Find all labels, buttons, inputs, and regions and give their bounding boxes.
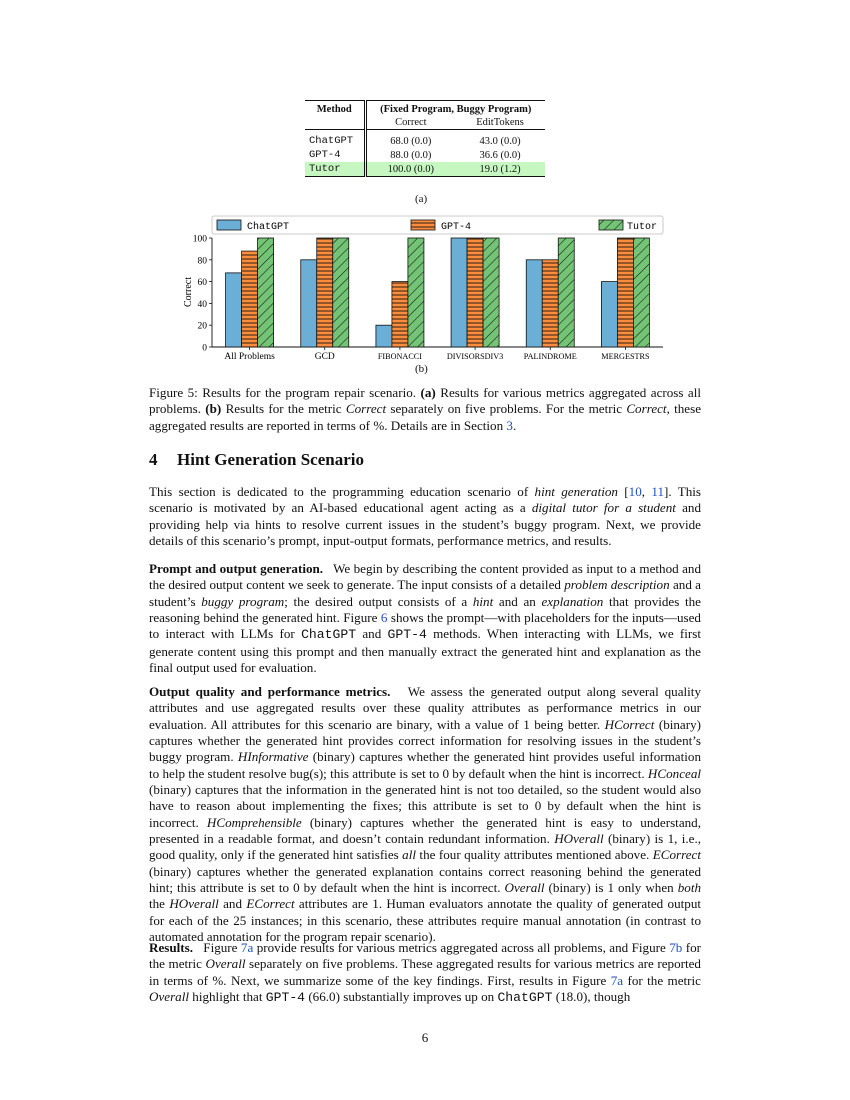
x-tick-label: PALINDROME [523, 352, 577, 361]
caption-end: . [512, 417, 517, 433]
header-group: (Fixed Program, Buggy Program) [365, 101, 545, 117]
bar-tutor-4 [558, 238, 574, 347]
section-number: 4 [149, 450, 158, 469]
row-edit-tokens: 36.6 (0.0) [479, 149, 521, 161]
chart-legend [212, 216, 663, 234]
table-row-highlighted [305, 162, 545, 177]
results-table [305, 100, 545, 177]
y-tick-label: 80 [197, 256, 207, 267]
section-title: Hint Generation Scenario [177, 450, 364, 469]
page-number: 6 [421, 1030, 429, 1045]
caption-a-text: Results for various metrics aggregated across all problems. [149, 385, 702, 417]
y-tick-label: 20 [197, 321, 207, 332]
caption-metric: Correct [345, 401, 387, 417]
paragraph-results: Results. Figure 7a provide results for various metrics aggregated across all problems, and Figure 7b for the metric Overall separately on five problems. These aggregated results for various metrics are reported in terms of %. Next, we summarize some of the key findings. First, results in Figure 7a for the metric Overall highlight that GPT-4 (66.0) substantially improves up on ChatGPT (18.0), though [149, 940, 702, 1006]
citation-link[interactable]: 11 [651, 484, 664, 499]
caption-b-text-2: separately on five problems. For the metric [390, 401, 623, 417]
citation-link[interactable]: 10 [628, 484, 642, 499]
bar-gpt-4-0 [242, 251, 258, 347]
row-correct: 68.0 (0.0) [365, 130, 455, 149]
section-ref-link[interactable]: 3 [506, 417, 513, 433]
subfigure-caption-b: (b) [415, 363, 428, 375]
x-tick-label: FIBONACCI [377, 352, 422, 361]
bar-chart [175, 213, 665, 363]
bar-tutor-5 [633, 238, 649, 347]
figure-ref-link[interactable]: 6 [380, 610, 388, 626]
bar-gpt-4-1 [317, 238, 333, 347]
bar-chatgpt-5 [601, 282, 617, 347]
bar-gpt-4-2 [392, 282, 408, 347]
bar-chatgpt-1 [301, 260, 317, 347]
bar-chatgpt-2 [376, 325, 392, 347]
chart-bars [226, 238, 650, 347]
x-tick-label: MERGESTRS [601, 352, 650, 361]
bar-chatgpt-4 [526, 260, 542, 347]
table-row [305, 130, 545, 149]
caption-label: Figure 5: Results for the program repair scenario. [149, 385, 417, 400]
bar-tutor-1 [333, 238, 349, 347]
caption-b-text-3: , these aggregated results are reported in terms of %. Details are in Section [149, 401, 702, 433]
section-heading [149, 450, 364, 470]
legend-swatch-tutor [599, 220, 623, 230]
y-tick-label: 60 [197, 278, 207, 289]
bar-tutor-0 [258, 238, 274, 347]
figure-ref-link[interactable]: 7a [240, 940, 254, 955]
y-tick-label: 100 [192, 234, 207, 245]
figure-caption [149, 385, 701, 434]
paragraph-prompt: Prompt and output generation. We begin by describing the content provided as input to a method and the desired output content we seek to generate. The input consists of a detailed problem description and a student’s buggy program; the desired output consists of a hint and an explanation that provides the reasoning behind the generated hint. Figure 6 shows the prompt—with placeholders for the inputs—used to interact with LLMs for ChatGPT and GPT-4 methods. When interacting with LLMs, we first generate content using this prompt and then manually extract the generated hint and explanation as the final output used for evaluation. [149, 561, 702, 676]
bar-gpt-4-3 [467, 238, 483, 347]
bar-chatgpt-0 [226, 273, 242, 347]
table-row [305, 148, 545, 162]
row-method: Tutor [305, 162, 365, 177]
caption-b-text: Results for the metric [225, 401, 342, 417]
figure-ref-link[interactable]: 7b [669, 940, 683, 955]
legend-label-tutor: Tutor [626, 222, 657, 233]
legend-swatch-gpt-4 [411, 220, 435, 230]
header-edit-tokens: EditTokens [476, 117, 524, 128]
y-tick-label: 40 [197, 299, 207, 310]
row-correct: 88.0 (0.0) [390, 149, 432, 161]
y-axis-label: Correct [183, 277, 194, 307]
row-correct: 100.0 (0.0) [365, 162, 455, 177]
metrics-table [305, 100, 545, 177]
x-tick-label: GCD [314, 352, 335, 362]
caption-a-label: (a) [420, 385, 436, 400]
row-edit-tokens: 43.0 (0.0) [455, 130, 545, 149]
legend-label-gpt-4: GPT-4 [441, 222, 472, 233]
subfigure-caption-a: (a) [415, 193, 428, 205]
bar-chatgpt-3 [451, 238, 467, 347]
bar-gpt-4-5 [617, 238, 633, 347]
figure-ref-link[interactable]: 7a [610, 972, 624, 988]
header-correct: Correct [395, 117, 427, 128]
y-tick-label: 0 [202, 343, 207, 354]
header-method: Method [305, 101, 365, 130]
caption-metric: Correct [626, 401, 667, 417]
row-method: ChatGPT [305, 130, 365, 149]
legend-label-chatgpt: ChatGPT [247, 222, 290, 233]
bar-gpt-4-4 [542, 260, 558, 347]
x-tick-label: DIVISORSDIV3 [446, 352, 504, 361]
caption-b-label: (b) [205, 401, 222, 417]
x-tick-label: All Problems [224, 352, 275, 362]
row-edit-tokens: 19.0 (1.2) [455, 162, 545, 177]
legend-swatch-chatgpt [217, 220, 241, 230]
row-method: GPT-4 [305, 148, 365, 162]
bar-tutor-2 [408, 238, 424, 347]
paragraph-intro: This section is dedicated to the programming education scenario of hint generation [10, 11]. This scenario is motivated by an AI-based educational agent acting as a digital tutor for a student and providing help via hints to resolve current issues in the student’s buggy program. Next, we provide details of this scenario’s prompt, input-output formats, performance metrics, and results. [149, 484, 702, 549]
bar-tutor-3 [483, 238, 499, 347]
paragraph-metrics: Output quality and performance metrics. We assess the generated output along several quality attributes and use aggregated results over these quality attributes as performance metrics in our evaluation. All attributes for this scenario are binary, with a value of 1 being better. HCorrect (binary) captures whether the generated hint provides correct information for resolving issues in the student’s buggy program. HInformative (binary) captures whether the generated hint provides useful information to help the student resolve bug(s); this attribute is set to 0 by default when the hint is incorrect. HConceal (binary) captures that the information in the generated hint is not too detailed, so the student would also have to reason about implementing the fixes; this attribute is set to 0 by default when the hint is incorrect. HComprehensible (binary) captures whether the generated hint is easy to understand, presented in a readable format, and doesn’t contain redundant information. HOverall (binary) is 1, i.e., good quality, only if the generated hint satisfies all the four quality attributes mentioned above. ECorrect (binary) captures whether the generated explanation contains correct reasoning behind the generated hint; this attribute is set to 0 by default when the hint is incorrect. Overall (binary) is 1 only when both the HOverall and ECorrect attributes are 1. Human evaluators annotate the quality of generated output for each of the 25 instances; in this scenario, these attributes require manual annotation (in contrast to automated annotation for the program repair scenario). [149, 684, 702, 945]
